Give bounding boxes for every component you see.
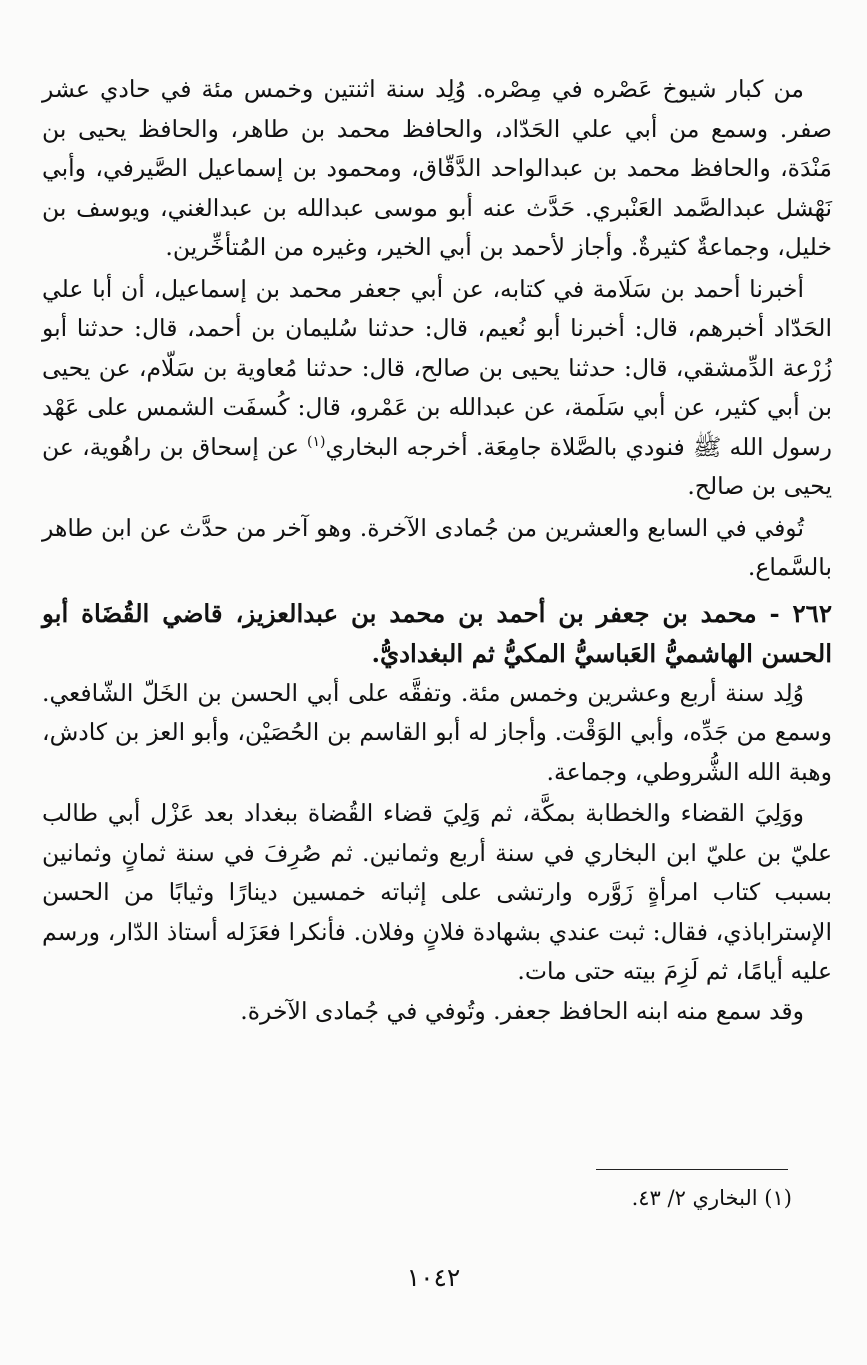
footnote: (١) البخاري ٢/ ٤٣.	[631, 1186, 792, 1210]
paragraph-4: وُلِد سنة أربع وعشرين وخمس مئة. وتفقَّه على أبي الحسن بن الخَلّ الشّافعي. وسمع من جَدِّه، وأبي الوَقْت. وأجاز له أبو القاسم بن الحُصَيْن، وأبو العز بن كادش، وهبة الله الشُّروطي، وجماعة.	[42, 678, 832, 786]
paragraph-3: تُوفي في السابع والعشرين من جُمادى الآخرة. وهو آخر من حدَّث عن ابن طاهر بالسَّماع.	[42, 513, 832, 581]
paragraph-1: من كبار شيوخ عَصْره في مِصْره. وُلِد سنة اثنتين وخمس مئة في حادي عشر صفر. وسمع من أبي علي الحَدّاد، والحافظ محمد بن طاهر، والحافظ يحيى بن مَنْدَة، والحافظ محمد بن عبدالواحد الدَّقّاق، ومحمود بن إسماعيل الصَّيرفي، وأبي نَهْشل عبدالصَّمد العَنْبري. حَدَّث عنه أبو موسى عبدالله بن عبدالغني، ويوسف بن خليل، وجماعةٌ كثيرةٌ. وأجاز لأحمد بن أبي الخير، وغيره من المُتأخِّرين.	[42, 75, 832, 261]
paragraph-2-text: أخبرنا أحمد بن سَلَامة في كتابه، عن أبي جعفر محمد بن إسماعيل، أن أبا علي الحَدّاد أخبرهم، قال: أخبرنا أبو نُعيم، قال: حدثنا سُليمان بن أحمد، قال: حدثنا أبو زُرْعة الدِّمشقي، قال: حدثنا يحيى بن صالح، قال: حدثنا مُعاوية بن سَلّام، عن يحيى بن أبي كثير، عن أبي سَلَمة، عن عبدالله بن عَمْرو، قال: كُسفَت الشمس على عَهْد رسول الله ﷺ فنودي بالصَّلاة جامِعَة. أخرجه البخاري	[42, 274, 832, 461]
main-text	[42, 70, 832, 1031]
paragraph-5: ووَلِيَ القضاء والخطابة بمكَّة، ثم وَلِيَ قضاء القُضاة ببغداد بعد عَزْل أبي طالب عليّ بن عليّ ابن البخاري في سنة أربع وثمانين. ثم صُرِفَ في سنة ثمانٍ وثمانين بسبب كتاب امرأةٍ زَوَّره وارتشى على إثباته خمسين دينارًا وثيابًا من الحسن الإستراباذي، فقال: ثبت عندي بشهادة فلانٍ وفلان. فأنكرا فعَزَله أستاذ الدّار، ورسم عليه أيامًا، ثم لَزِمَ بيته حتى مات.	[42, 799, 832, 985]
footnote-marker: (١)	[307, 433, 326, 450]
paragraph-6: وقد سمع منه ابنه الحافظ جعفر. وتُوفي في جُمادى الآخرة.	[240, 996, 804, 1025]
footnote-divider	[596, 1169, 788, 1170]
paragraph-2	[42, 270, 832, 507]
entry-heading: ٢٦٢ - محمد بن جعفر بن أحمد بن محمد بن عبدالعزيز، قاضي القُضَاة أبو الحسن الهاشميُّ العَباسيُّ المكيُّ ثم البغداديُّ.	[42, 598, 832, 668]
paragraph-2-text-end: عن إسحاق بن راهُوية، عن يحيى بن صالح.	[42, 432, 832, 500]
page-number: ١٠٤٢	[406, 1263, 461, 1292]
